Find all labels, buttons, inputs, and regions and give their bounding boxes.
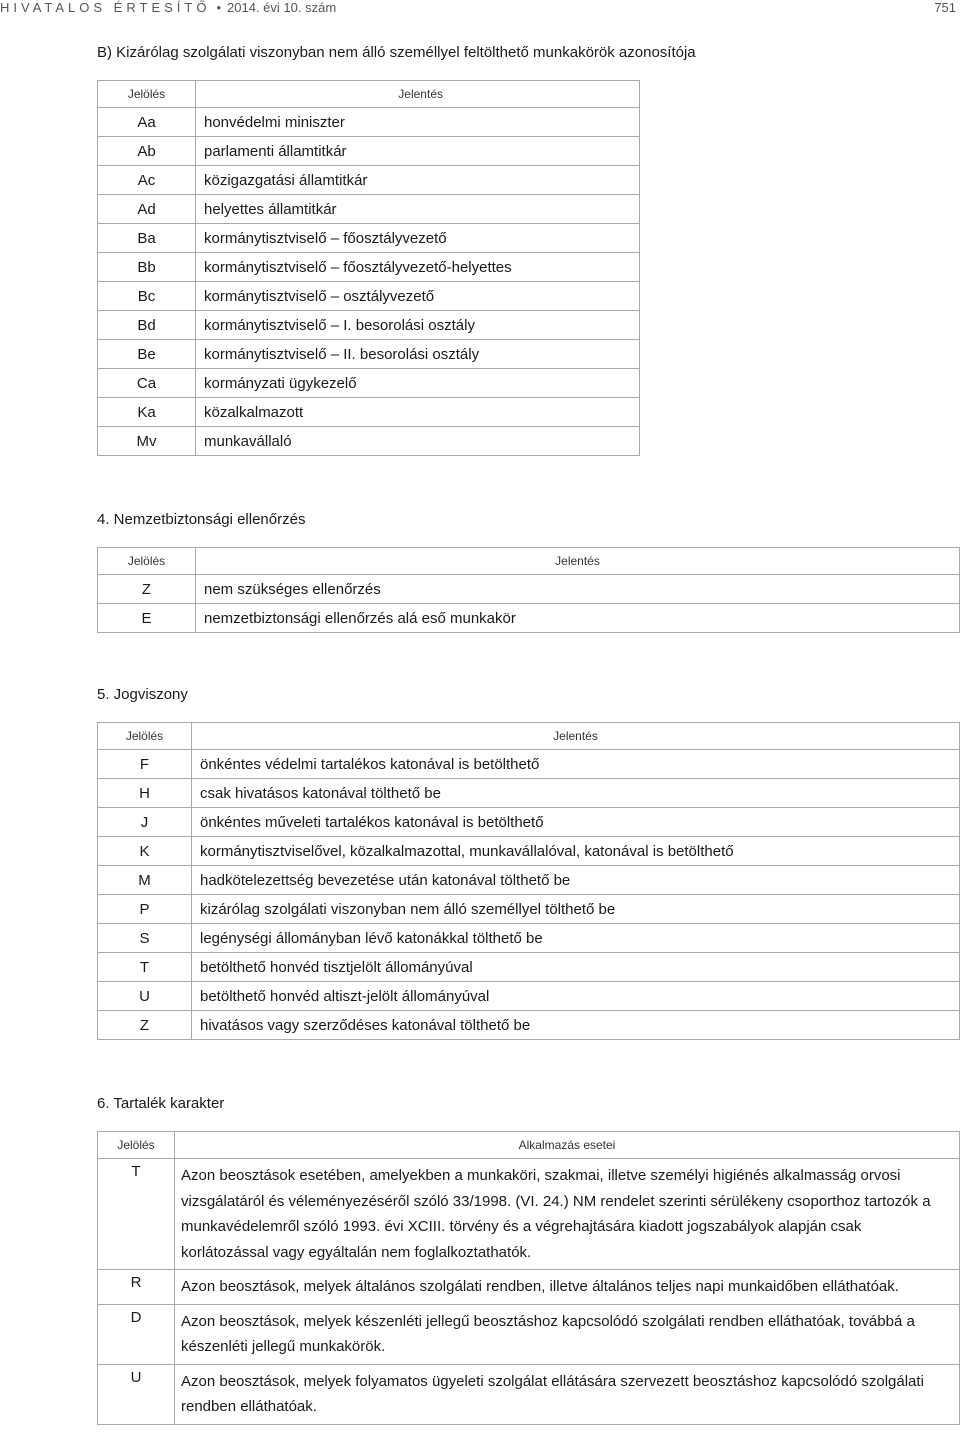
table-row bbox=[98, 895, 960, 924]
table-row bbox=[98, 866, 960, 895]
table-header-row bbox=[98, 81, 640, 108]
column-header-meaning: Jelentés bbox=[192, 723, 960, 750]
row-code: Z bbox=[98, 1011, 192, 1040]
row-description: nem szükséges ellenőrzés bbox=[196, 575, 960, 604]
row-code: J bbox=[98, 808, 192, 837]
column-header-application: Alkalmazás esetei bbox=[175, 1132, 960, 1159]
row-description: betölthető honvéd altiszt-jelölt állományúval bbox=[192, 982, 960, 1011]
table-row bbox=[98, 604, 960, 633]
row-code: T bbox=[98, 953, 192, 982]
table-row bbox=[98, 982, 960, 1011]
table-row bbox=[98, 837, 960, 866]
section-4-table bbox=[97, 547, 960, 633]
row-description: Azon beosztások, melyek folyamatos ügyeleti szolgálat ellátására szervezett beosztáshoz kapcsolódó szolgálati rendben elláthatóak. bbox=[175, 1364, 960, 1424]
row-code: F bbox=[98, 750, 192, 779]
table-row bbox=[98, 1159, 960, 1270]
bullet-separator: • bbox=[216, 0, 222, 15]
row-code: S bbox=[98, 924, 192, 953]
table-row bbox=[98, 953, 960, 982]
row-description: nemzetbiztonsági ellenőrzés alá eső munkakör bbox=[196, 604, 960, 633]
row-description: kormánytisztviselő – II. besorolási osztály bbox=[196, 340, 640, 369]
table-row bbox=[98, 398, 640, 427]
section-b-table bbox=[97, 80, 640, 456]
table-row bbox=[98, 253, 640, 282]
row-description: kormánytisztviselő – osztályvezető bbox=[196, 282, 640, 311]
row-description: hivatásos vagy szerződéses katonával tölthető be bbox=[192, 1011, 960, 1040]
row-description: Azon beosztások, melyek készenléti jellegű beosztáshoz kapcsolódó szolgálati rendben elláthatóak, továbbá a készenléti jellegű munkakörök. bbox=[175, 1304, 960, 1364]
row-code: Bc bbox=[98, 282, 196, 311]
section-5-table bbox=[97, 722, 960, 1040]
row-code: Mv bbox=[98, 427, 196, 456]
section-6-table bbox=[97, 1131, 960, 1425]
row-code: Ad bbox=[98, 195, 196, 224]
row-code: Bd bbox=[98, 311, 196, 340]
table-row bbox=[98, 808, 960, 837]
table-row bbox=[98, 427, 640, 456]
row-code: M bbox=[98, 866, 192, 895]
row-description: hadkötelezettség bevezetése után katonával tölthető be bbox=[192, 866, 960, 895]
row-code: P bbox=[98, 895, 192, 924]
row-description: közigazgatási államtitkár bbox=[196, 166, 640, 195]
publication-name: HIVATALOS ÉRTESÍTŐ bbox=[0, 0, 211, 15]
table-row bbox=[98, 750, 960, 779]
row-code: Be bbox=[98, 340, 196, 369]
table-row bbox=[98, 137, 640, 166]
row-code: E bbox=[98, 604, 196, 633]
section-6-title: 6. Tartalék karakter bbox=[97, 1095, 225, 1112]
column-header-meaning: Jelentés bbox=[196, 81, 640, 108]
row-description: kizárólag szolgálati viszonyban nem álló személlyel tölthető be bbox=[192, 895, 960, 924]
table-row bbox=[98, 340, 640, 369]
row-code: U bbox=[98, 1364, 175, 1424]
row-description: helyettes államtitkár bbox=[196, 195, 640, 224]
section-4-title: 4. Nemzetbiztonsági ellenőrzés bbox=[97, 511, 306, 528]
table-row bbox=[98, 1270, 960, 1305]
table-row bbox=[98, 282, 640, 311]
row-description: önkéntes védelmi tartalékos katonával is betölthető bbox=[192, 750, 960, 779]
row-description: kormányzati ügykezelő bbox=[196, 369, 640, 398]
table-row bbox=[98, 369, 640, 398]
row-code: R bbox=[98, 1270, 175, 1305]
row-code: T bbox=[98, 1159, 175, 1270]
column-header-code: Jelölés bbox=[98, 548, 196, 575]
table-row bbox=[98, 779, 960, 808]
table-row bbox=[98, 224, 640, 253]
row-code: Ka bbox=[98, 398, 196, 427]
issue-label: 2014. évi 10. szám bbox=[227, 0, 337, 15]
row-description: Azon beosztások esetében, amelyekben a munkaköri, szakmai, illetve személyi higiénés alkalmasság orvosi vizsgálatáról és véleményezéséről szóló 33/1998. (VI. 24.) NM rendelet szerinti sérülékeny csoporthoz tartozók a munkavédelemről szóló 1993. évi XCIII. törvény és a végrehajtására kiadott jogszabályok alapján csak korlátozással vagy egyáltalán nem foglalkoztathatók. bbox=[175, 1159, 960, 1270]
table-row bbox=[98, 924, 960, 953]
row-code: Bb bbox=[98, 253, 196, 282]
table-row bbox=[98, 311, 640, 340]
row-code: Ab bbox=[98, 137, 196, 166]
row-code: Ca bbox=[98, 369, 196, 398]
section-5-title: 5. Jogviszony bbox=[97, 686, 188, 703]
table-row bbox=[98, 575, 960, 604]
row-description: honvédelmi miniszter bbox=[196, 108, 640, 137]
table-row bbox=[98, 1304, 960, 1364]
table-row bbox=[98, 195, 640, 224]
table-row bbox=[98, 166, 640, 195]
row-code: D bbox=[98, 1304, 175, 1364]
row-description: kormánytisztviselő – főosztályvezető-helyettes bbox=[196, 253, 640, 282]
publication-line bbox=[0, 0, 336, 15]
row-description: csak hivatásos katonával tölthető be bbox=[192, 779, 960, 808]
section-b-title: B) Kizárólag szolgálati viszonyban nem álló személlyel feltölthető munkakörök azonosítója bbox=[97, 44, 696, 61]
table-row bbox=[98, 1364, 960, 1424]
row-description: Azon beosztások, melyek általános szolgálati rendben, illetve általános teljes napi munkaidőben elláthatóak. bbox=[175, 1270, 960, 1305]
column-header-code: Jelölés bbox=[98, 1132, 175, 1159]
table-header-row bbox=[98, 1132, 960, 1159]
row-description: legénységi állományban lévő katonákkal tölthető be bbox=[192, 924, 960, 953]
row-code: Z bbox=[98, 575, 196, 604]
row-code: K bbox=[98, 837, 192, 866]
page-header bbox=[0, 0, 960, 22]
row-description: betölthető honvéd tisztjelölt állományúval bbox=[192, 953, 960, 982]
table-header-row bbox=[98, 548, 960, 575]
column-header-code: Jelölés bbox=[98, 81, 196, 108]
row-description: parlamenti államtitkár bbox=[196, 137, 640, 166]
row-description: önkéntes műveleti tartalékos katonával is betölthető bbox=[192, 808, 960, 837]
column-header-code: Jelölés bbox=[98, 723, 192, 750]
row-code: U bbox=[98, 982, 192, 1011]
table-header-row bbox=[98, 723, 960, 750]
row-description: kormánytisztviselő – I. besorolási osztály bbox=[196, 311, 640, 340]
table-row bbox=[98, 1011, 960, 1040]
row-code: Ac bbox=[98, 166, 196, 195]
column-header-meaning: Jelentés bbox=[196, 548, 960, 575]
row-code: H bbox=[98, 779, 192, 808]
row-description: kormánytisztviselővel, közalkalmazottal, munkavállalóval, katonával is betölthető bbox=[192, 837, 960, 866]
page-number: 751 bbox=[934, 0, 956, 15]
row-description: munkavállaló bbox=[196, 427, 640, 456]
row-description: közalkalmazott bbox=[196, 398, 640, 427]
row-description: kormánytisztviselő – főosztályvezető bbox=[196, 224, 640, 253]
table-row bbox=[98, 108, 640, 137]
row-code: Aa bbox=[98, 108, 196, 137]
row-code: Ba bbox=[98, 224, 196, 253]
